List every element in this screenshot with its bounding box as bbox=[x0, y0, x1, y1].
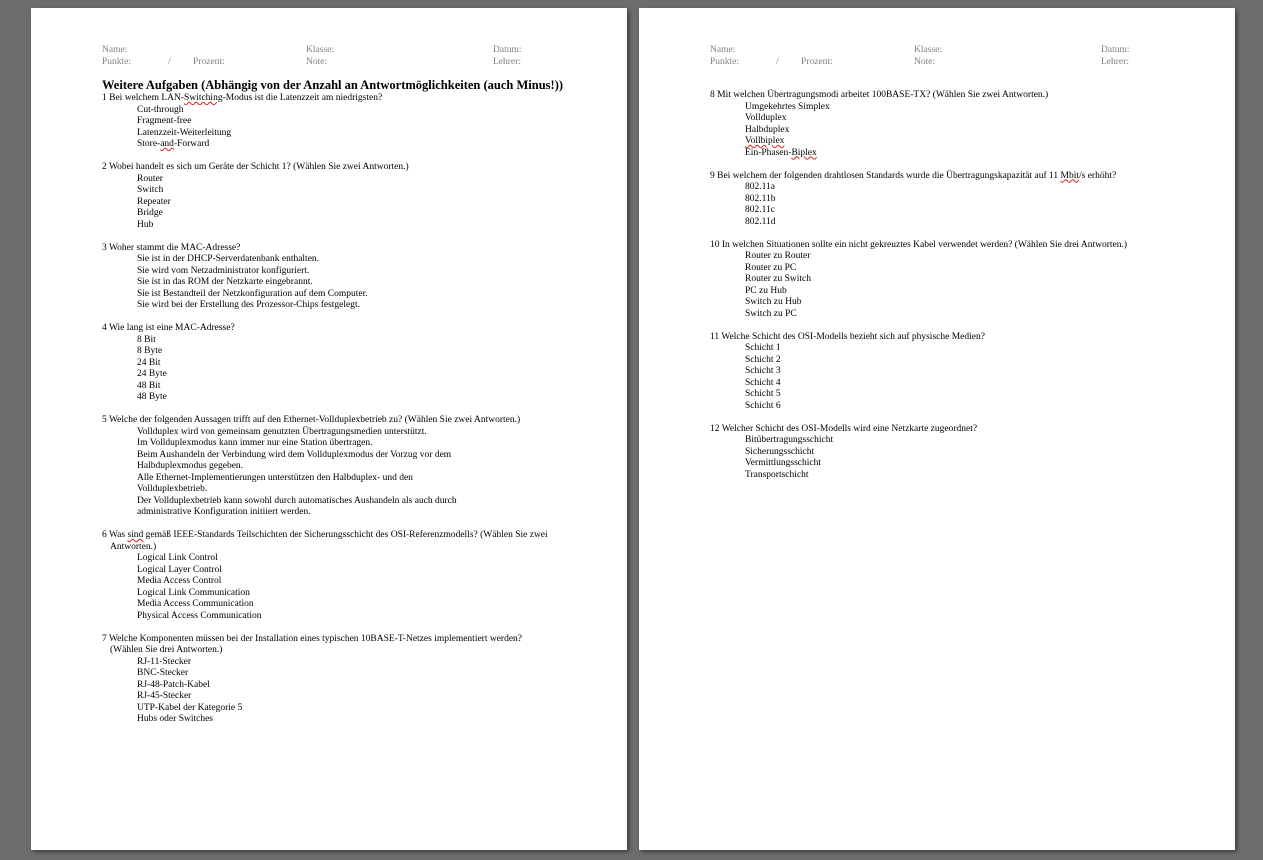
question-1 bbox=[102, 93, 602, 151]
question-4 bbox=[102, 323, 602, 404]
question-text-continued: (Wählen Sie drei Antworten.) bbox=[110, 645, 223, 655]
answer-option: Transportschicht bbox=[745, 469, 809, 480]
answer-option: 802.11b bbox=[745, 193, 776, 204]
question-11 bbox=[710, 332, 1210, 413]
punkte-slash: / bbox=[776, 57, 779, 67]
answer-option: Sicherungsschicht bbox=[745, 446, 815, 457]
question-text: 12 Welcher Schicht des OSI-Modells wird eine Netzkarte zugeordnet? bbox=[710, 423, 978, 434]
datum-label: Datum: bbox=[1101, 45, 1130, 55]
datum-label: Datum: bbox=[493, 45, 522, 55]
question-text: 7 Welche Komponenten müssen bei der Installation eines typischen 10BASE-T-Netzes implementiert werden? bbox=[102, 633, 523, 644]
answer-option: 8 Bit bbox=[137, 334, 156, 345]
question-text: 2 Wobei handelt es sich um Geräte der Schicht 1? (Wählen Sie zwei Antworten.) bbox=[102, 162, 409, 172]
question-3 bbox=[102, 243, 602, 312]
answer-option: 8 Byte bbox=[137, 346, 163, 356]
spellcheck-underline: sind bbox=[127, 530, 144, 540]
answer-option: Repeater bbox=[137, 196, 171, 207]
name-label: Name: bbox=[710, 45, 736, 55]
answer-option bbox=[710, 136, 1210, 148]
answer-option: 802.11c bbox=[745, 205, 775, 215]
answer-option: Logical Link Communication bbox=[137, 587, 250, 598]
answer-option: Router bbox=[137, 173, 163, 184]
answer-option: Logical Layer Control bbox=[137, 564, 222, 575]
answer-option: Sie wird vom Netzadministrator konfiguriert. bbox=[137, 265, 310, 276]
answer-option: Schicht 4 bbox=[745, 377, 781, 388]
page-header bbox=[102, 44, 572, 68]
answer-option: Sie ist Bestandteil der Netzkonfiguration auf dem Computer. bbox=[137, 288, 368, 299]
lehrer-label: Lehrer: bbox=[1101, 57, 1129, 67]
question-12 bbox=[710, 424, 1210, 482]
question-text-continued: Antworten.) bbox=[110, 541, 157, 552]
question-text: 9 Bei welchem der folgenden drahtlosen Standards wurde die Übertragungskapazität auf 11 Mbit/s erhöht? bbox=[710, 170, 1117, 181]
answer-option: 48 Bit bbox=[137, 380, 161, 391]
answer-option: Halbduplex bbox=[745, 124, 790, 135]
answer-option: Media Access Control bbox=[137, 576, 222, 586]
spellcheck-underline: Vollbiplex bbox=[745, 136, 785, 146]
answer-option: Schicht 1 bbox=[745, 343, 781, 353]
answer-option: Store-and-Forward bbox=[137, 139, 210, 149]
answer-option: BNC-Stecker bbox=[137, 668, 189, 678]
prozent-label: Prozent: bbox=[193, 57, 225, 67]
name-label: Name: bbox=[102, 45, 128, 55]
question-7 bbox=[102, 634, 602, 726]
answer-option: Ein-Phasen-Biplex bbox=[745, 147, 817, 158]
answer-option: RJ-45-Stecker bbox=[137, 691, 192, 701]
answer-option: Der Vollduplexbetrieb kann sowohl durch automatisches Aushandeln als auch durch administrative Konfiguration initiiert werden. bbox=[137, 495, 457, 517]
question-text: 5 Welche der folgenden Aussagen trifft auf den Ethernet-Vollduplexbetrieb zu? (Wählen Sie zwei Antworten.) bbox=[102, 415, 521, 425]
answer-option: Switch bbox=[137, 185, 164, 195]
answer-option: Logical Link Control bbox=[137, 553, 218, 563]
answer-option: Hub bbox=[137, 219, 154, 230]
answer-option: Switch zu Hub bbox=[745, 297, 802, 307]
question-text: 1 Bei welchem LAN-Switching-Modus ist die Latenzzeit am niedrigsten? bbox=[102, 93, 383, 103]
question-text: 11 Welche Schicht des OSI-Modells bezieht sich auf physische Medien? bbox=[710, 331, 985, 342]
answer-option: Router zu PC bbox=[745, 262, 797, 273]
answer-option: 24 Byte bbox=[137, 369, 167, 379]
answer-option: Media Access Communication bbox=[137, 599, 254, 609]
question-2 bbox=[102, 162, 602, 231]
answer-option: Hubs oder Switches bbox=[137, 714, 213, 724]
spellcheck-underline: Biplex bbox=[791, 147, 817, 158]
klasse-label: Klasse: bbox=[306, 45, 334, 55]
question-9 bbox=[710, 171, 1210, 229]
answer-option: Cut-through bbox=[137, 104, 184, 115]
spellcheck-underline: Mbit bbox=[1060, 170, 1079, 181]
spellcheck-underline: and bbox=[160, 139, 174, 149]
page-2-content bbox=[710, 90, 1210, 493]
question-8 bbox=[710, 90, 1210, 159]
question-text: 3 Woher stammt die MAC-Adresse? bbox=[102, 242, 241, 253]
answer-option: 802.11a bbox=[745, 182, 775, 192]
punkte-label: Punkte: bbox=[102, 57, 132, 67]
question-text: 8 Mit welchen Übertragungsmodi arbeitet 100BASE-TX? (Wählen Sie zwei Antworten.) bbox=[710, 90, 1049, 100]
spellcheck-underline: Switching bbox=[184, 93, 223, 103]
answer-option: Fragment-free bbox=[137, 116, 192, 126]
question-6 bbox=[102, 530, 602, 622]
answer-option: PC zu Hub bbox=[745, 285, 787, 296]
answer-option: Vermittlungsschicht bbox=[745, 458, 821, 468]
page-1-content bbox=[102, 78, 602, 737]
answer-option: Schicht 6 bbox=[745, 400, 781, 411]
answer-option: Physical Access Communication bbox=[137, 610, 262, 621]
answer-option: 24 Bit bbox=[137, 357, 161, 368]
note-label: Note: bbox=[914, 57, 936, 67]
answer-option: Bitübertragungsschicht bbox=[745, 435, 834, 445]
answer-option: Umgekehrtes Simplex bbox=[745, 101, 830, 112]
question-10 bbox=[710, 240, 1210, 321]
document-page-2 bbox=[639, 8, 1235, 850]
answer-option: Router zu Switch bbox=[745, 274, 811, 284]
answer-option: Beim Aushandeln der Verbindung wird dem Vollduplexmodus der Vorzug vor dem Halbduplexmodus gegeben. bbox=[137, 449, 452, 471]
klasse-label: Klasse: bbox=[914, 45, 942, 55]
answer-option: Sie ist in das ROM der Netzkarte eingebrannt. bbox=[137, 277, 313, 287]
answer-option: Latenzzeit-Weiterleitung bbox=[137, 127, 232, 138]
document-page-1 bbox=[31, 8, 627, 850]
answer-option: Schicht 3 bbox=[745, 366, 781, 376]
answer-option: Schicht 2 bbox=[745, 354, 781, 365]
prozent-label: Prozent: bbox=[801, 57, 833, 67]
punkte-slash: / bbox=[168, 57, 171, 67]
question-text: 4 Wie lang ist eine MAC-Adresse? bbox=[102, 323, 235, 333]
document-title: Weitere Aufgaben (Abhängig von der Anzahl an Antwortmöglichkeiten (auch Minus!)) bbox=[102, 78, 564, 92]
answer-option: RJ-11-Stecker bbox=[137, 656, 191, 667]
answer-option: Schicht 5 bbox=[745, 389, 781, 399]
answer-option: Vollduplex bbox=[745, 113, 787, 123]
answer-option: Alle Ethernet-Implementierungen unterstützen den Halbduplex- und den Vollduplexbetrieb. bbox=[137, 472, 413, 494]
answer-option: Sie ist in der DHCP-Serverdatenbank enthalten. bbox=[137, 254, 320, 264]
page-header bbox=[710, 44, 1180, 68]
answer-option: Router zu Router bbox=[745, 251, 811, 261]
punkte-label: Punkte: bbox=[710, 57, 740, 67]
note-label: Note: bbox=[306, 57, 328, 67]
answer-option: Sie wird bei der Erstellung des Prozessor-Chips festgelegt. bbox=[137, 300, 361, 310]
answer-option: Switch zu PC bbox=[745, 308, 797, 319]
question-text: 6 Was sind gemäß IEEE-Standards Teilschichten der Sicherungsschicht des OSI-Referenzmodells? (Wählen Sie zwei bbox=[102, 530, 548, 540]
question-5 bbox=[102, 415, 602, 519]
answer-option: Im Vollduplexmodus kann immer nur eine Station übertragen. bbox=[137, 438, 373, 448]
answer-option: Vollduplex wird von gemeinsam genutzten Übertragungsmedien unterstützt. bbox=[137, 426, 427, 437]
answer-option: 802.11d bbox=[745, 216, 776, 227]
question-text: 10 In welchen Situationen sollte ein nicht gekreuztes Kabel verwendet werden? (Wählen Sie drei Antworten.) bbox=[710, 239, 1128, 250]
answer-option: 48 Byte bbox=[137, 392, 167, 402]
answer-option: UTP-Kabel der Kategorie 5 bbox=[137, 702, 243, 713]
lehrer-label: Lehrer: bbox=[493, 57, 521, 67]
answer-option: RJ-48-Patch-Kabel bbox=[137, 679, 210, 690]
answer-option: Bridge bbox=[137, 208, 163, 218]
